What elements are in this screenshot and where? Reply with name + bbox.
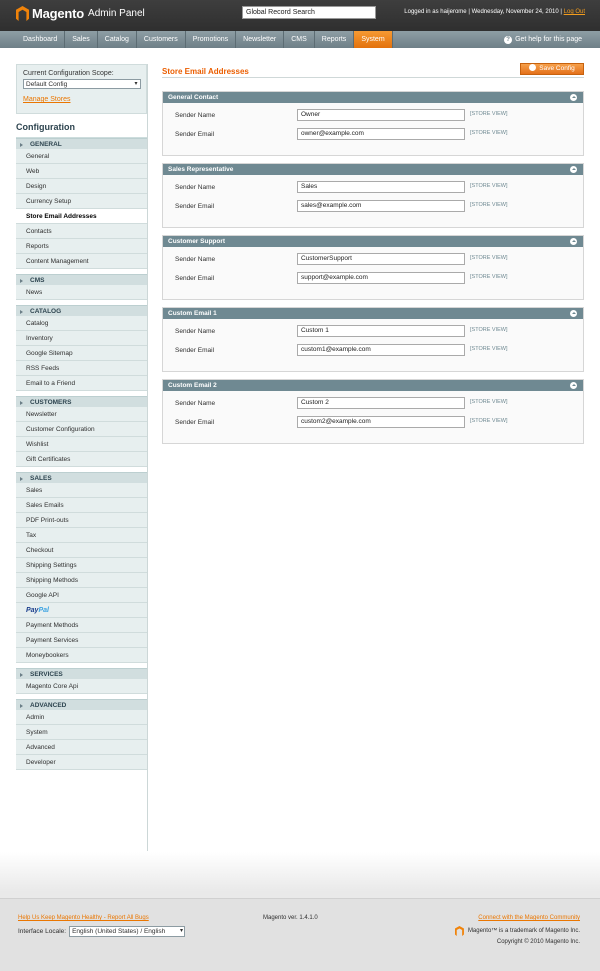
sender-email-row: [163, 343, 583, 362]
sidebar-item-sales-emails[interactable]: Sales Emails: [16, 498, 147, 513]
sender-email-row: [163, 271, 583, 290]
locale-row: [18, 926, 185, 937]
header: [0, 0, 600, 31]
sidebar-item-payment-methods[interactable]: Payment Methods: [16, 618, 147, 633]
logged-in-text: Logged in as haijerome: [404, 9, 467, 15]
sidebar-item-email-to-a-friend[interactable]: Email to a Friend: [16, 376, 147, 391]
nav-item-promotions[interactable]: Promotions: [186, 31, 236, 48]
sidebar-item-pdf-print-outs[interactable]: PDF Print-outs: [16, 513, 147, 528]
page-title: Store Email Addresses: [162, 63, 584, 78]
sidebar-item-store-email-addresses[interactable]: Store Email Addresses: [16, 209, 147, 224]
fieldset-header[interactable]: [163, 380, 583, 391]
sidebar-item-catalog[interactable]: Catalog: [16, 316, 147, 331]
sidebar-item-newsletter[interactable]: Newsletter: [16, 407, 147, 422]
logout-link[interactable]: Log Out: [563, 9, 585, 15]
scope-hint: [STORE VIEW]: [470, 327, 508, 333]
global-search-input[interactable]: Global Record Search: [242, 6, 376, 19]
sidebar-item-payment-services[interactable]: Payment Services: [16, 633, 147, 648]
fieldset-body: [163, 319, 583, 371]
logo[interactable]: [16, 6, 145, 21]
locale-select[interactable]: [69, 926, 185, 937]
sidebar-item-system[interactable]: System: [16, 725, 147, 740]
scope-hint: [STORE VIEW]: [470, 111, 508, 117]
logo-name: Magento: [32, 6, 85, 21]
sidebar-item-moneybookers[interactable]: Moneybookers: [16, 648, 147, 663]
logo-sub: Admin Panel: [88, 8, 145, 19]
collapse-icon[interactable]: [570, 382, 577, 389]
sender-email-label: Sender Email: [175, 347, 215, 354]
nav-item-newsletter[interactable]: Newsletter: [236, 31, 284, 48]
scope-hint: [STORE VIEW]: [470, 346, 508, 352]
sender-name-row: [163, 180, 583, 199]
fieldset-customer-support: [162, 235, 584, 300]
trademark-text: Magento™ is a trademark of Magento Inc.: [467, 928, 580, 934]
scope-label: Current Configuration Scope:: [23, 70, 114, 77]
sidebar-section-customers[interactable]: CUSTOMERS: [16, 396, 147, 407]
sender-name-row: [163, 108, 583, 127]
sidebar-item-currency-setup[interactable]: Currency Setup: [16, 194, 147, 209]
nav-item-catalog[interactable]: Catalog: [98, 31, 137, 48]
sender-name-input[interactable]: Custom 2: [297, 397, 465, 409]
sender-name-label: Sender Name: [175, 400, 216, 407]
fieldset-title: Sales Representative: [168, 166, 234, 173]
nav-item-dashboard[interactable]: Dashboard: [16, 31, 65, 48]
scope-hint: [STORE VIEW]: [470, 418, 508, 424]
nav-item-reports[interactable]: Reports: [315, 31, 355, 48]
fieldset-title: Customer Support: [168, 238, 226, 245]
sidebar-section-advanced[interactable]: ADVANCED: [16, 699, 147, 710]
fieldset-sales-representative: [162, 163, 584, 228]
nav-item-system[interactable]: System: [354, 31, 392, 48]
version-text: Magento ver. 1.4.1.0: [263, 915, 318, 921]
sidebar-section-catalog[interactable]: CATALOG: [16, 305, 147, 316]
sidebar-item-admin[interactable]: Admin: [16, 710, 147, 725]
save-label: Save Config: [539, 65, 575, 72]
collapse-icon[interactable]: [570, 166, 577, 173]
sidebar-item-rss-feeds[interactable]: RSS Feeds: [16, 361, 147, 376]
sidebar-item-checkout[interactable]: Checkout: [16, 543, 147, 558]
sidebar-item-gift-certificates[interactable]: Gift Certificates: [16, 452, 147, 467]
date-text: Wednesday, November 24, 2010: [471, 9, 559, 15]
fieldset-title: Custom Email 1: [168, 310, 217, 317]
sidebar-item-general[interactable]: General: [16, 149, 147, 164]
fieldset-body: [163, 103, 583, 155]
sidebar-item-shipping-methods[interactable]: Shipping Methods: [16, 573, 147, 588]
sender-email-label: Sender Email: [175, 275, 215, 282]
sidebar-section-general[interactable]: GENERAL: [16, 138, 147, 149]
sidebar-item-paypal[interactable]: PayPal: [16, 603, 147, 618]
scope-hint: [STORE VIEW]: [470, 255, 508, 261]
sender-email-label: Sender Email: [175, 203, 215, 210]
sidebar-item-magento-core-api[interactable]: Magento Core Api: [16, 679, 147, 694]
scope-hint: [STORE VIEW]: [470, 399, 508, 405]
magento-logo-icon: [16, 6, 29, 21]
sidebar-item-web[interactable]: Web: [16, 164, 147, 179]
sender-email-row: [163, 415, 583, 434]
collapse-icon[interactable]: [570, 238, 577, 245]
sidebar-item-advanced[interactable]: Advanced: [16, 740, 147, 755]
scope-switcher: [16, 64, 147, 114]
sidebar-item-design[interactable]: Design: [16, 179, 147, 194]
chevron-down-icon: ▾: [134, 81, 138, 87]
sender-email-input[interactable]: sales@example.com: [297, 200, 465, 212]
nav-item-cms[interactable]: CMS: [284, 31, 315, 48]
fieldset-custom-email-1: [162, 307, 584, 372]
scope-select[interactable]: [23, 79, 141, 89]
sender-name-label: Sender Name: [175, 256, 216, 263]
sidebar-item-inventory[interactable]: Inventory: [16, 331, 147, 346]
sender-email-row: [163, 127, 583, 146]
collapse-icon[interactable]: [570, 310, 577, 317]
locale-label: Interface Locale:: [18, 928, 67, 935]
sidebar-item-news[interactable]: News: [16, 285, 147, 300]
sender-name-input[interactable]: Owner: [297, 109, 465, 121]
sidebar-item-contacts[interactable]: Contacts: [16, 224, 147, 239]
sidebar-section-cms[interactable]: CMS: [16, 274, 147, 285]
sender-name-row: [163, 252, 583, 271]
sender-email-label: Sender Email: [175, 131, 215, 138]
sidebar-item-customer-configuration[interactable]: Customer Configuration: [16, 422, 147, 437]
sidebar-item-shipping-settings[interactable]: Shipping Settings: [16, 558, 147, 573]
sidebar-item-wishlist[interactable]: Wishlist: [16, 437, 147, 452]
main-content: [162, 63, 584, 444]
save-icon: [529, 64, 536, 71]
help-link[interactable]: [504, 31, 582, 48]
header-user-info: Logged in as haijerome | Wednesday, November 24, 2010 | Log Out: [404, 9, 585, 15]
fieldset-body: [163, 391, 583, 443]
sidebar-item-reports[interactable]: Reports: [16, 239, 147, 254]
report-bugs-link[interactable]: Help Us Keep Magento Healthy - Report All Bugs: [18, 915, 149, 921]
help-icon: ?: [504, 36, 512, 44]
sender-name-row: [163, 324, 583, 343]
nav-item-customers[interactable]: Customers: [137, 31, 186, 48]
sidebar-item-sales[interactable]: Sales: [16, 483, 147, 498]
magento-logo-icon: [455, 926, 464, 936]
fieldset-title: General Contact: [168, 94, 219, 101]
nav-item-sales[interactable]: Sales: [65, 31, 98, 48]
sidebar-section-services[interactable]: SERVICES: [16, 668, 147, 679]
chevron-down-icon: ▾: [180, 928, 184, 934]
main-nav: [0, 31, 600, 48]
sidebar-item-google-api[interactable]: Google API: [16, 588, 147, 603]
sender-name-label: Sender Name: [175, 328, 216, 335]
fieldset-header[interactable]: [163, 164, 583, 175]
community-link[interactable]: Connect with the Magento Community: [478, 915, 580, 921]
fieldset-body: [163, 247, 583, 299]
sender-email-label: Sender Email: [175, 419, 215, 426]
fieldset-header[interactable]: [163, 92, 583, 103]
sidebar-item-developer[interactable]: Developer: [16, 755, 147, 770]
scope-hint: [STORE VIEW]: [470, 274, 508, 280]
sidebar: [16, 64, 147, 770]
sender-name-label: Sender Name: [175, 184, 216, 191]
sender-name-row: [163, 396, 583, 415]
collapse-icon[interactable]: [570, 94, 577, 101]
sender-name-input[interactable]: Custom 1: [297, 325, 465, 337]
sidebar-item-google-sitemap[interactable]: Google Sitemap: [16, 346, 147, 361]
sender-name-label: Sender Name: [175, 112, 216, 119]
fieldset-title: Custom Email 2: [168, 382, 217, 389]
sender-email-input[interactable]: custom1@example.com: [297, 344, 465, 356]
fieldset-header[interactable]: [163, 236, 583, 247]
sender-email-row: [163, 199, 583, 218]
fieldset-custom-email-2: [162, 379, 584, 444]
sidebar-divider: [147, 64, 148, 851]
sidebar-item-content-management[interactable]: Content Management: [16, 254, 147, 269]
sender-email-input[interactable]: custom2@example.com: [297, 416, 465, 428]
sidebar-section-sales[interactable]: SALES: [16, 472, 147, 483]
help-text: Get help for this page: [515, 36, 582, 43]
locale-value: English (United States) / English: [72, 928, 166, 935]
copyright-text: Copyright © 2010 Magento Inc.: [496, 939, 580, 945]
sidebar-title: Configuration: [16, 114, 147, 138]
trademark-row: [455, 926, 580, 936]
scope-hint: [STORE VIEW]: [470, 130, 508, 136]
fieldset-header[interactable]: [163, 308, 583, 319]
sender-name-input[interactable]: CustomerSupport: [297, 253, 465, 265]
sender-email-input[interactable]: support@example.com: [297, 272, 465, 284]
save-config-button[interactable]: [520, 63, 584, 75]
fieldset-general-contact: [162, 91, 584, 156]
scope-select-value: Default Config: [26, 81, 68, 88]
sidebar-item-tax[interactable]: Tax: [16, 528, 147, 543]
scope-hint: [STORE VIEW]: [470, 183, 508, 189]
fieldset-body: [163, 175, 583, 227]
sender-email-input[interactable]: owner@example.com: [297, 128, 465, 140]
scope-hint: [STORE VIEW]: [470, 202, 508, 208]
sender-name-input[interactable]: Sales: [297, 181, 465, 193]
manage-stores-link[interactable]: Manage Stores: [23, 96, 71, 103]
